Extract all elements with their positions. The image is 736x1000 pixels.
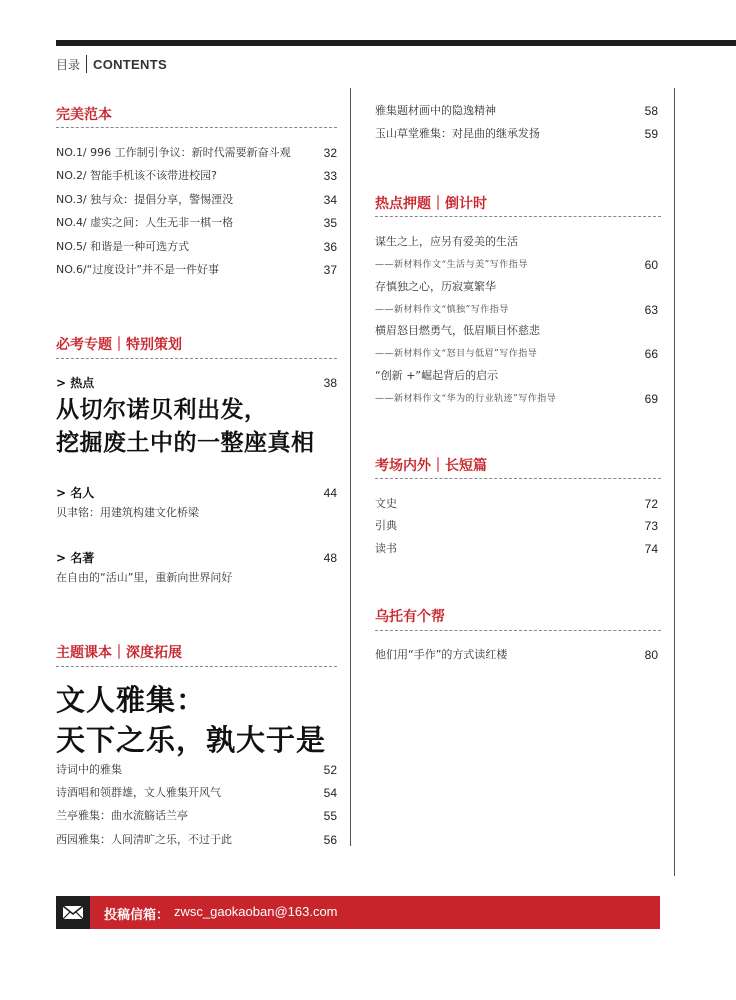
- toc-item[interactable]: 贝聿铭：用建筑构建文化桥梁: [56, 506, 199, 519]
- section-divider: [56, 127, 337, 128]
- toc-item-guide[interactable]: ——新材料作文“慎独”写作指导 63: [375, 303, 658, 317]
- section-title-redian: 热点押题｜倒计时: [375, 196, 487, 212]
- toc-item[interactable]: 兰亭雅集：曲水流觞话兰亭 55: [56, 809, 337, 823]
- toc-item[interactable]: 存慎独之心，历寂寞繁华: [375, 280, 496, 293]
- toc-item[interactable]: 诗词中的雅集 52: [56, 763, 337, 777]
- toc-item[interactable]: NO.2/ 智能手机该不该带进校园? 33: [56, 169, 337, 183]
- section-title-wanmei: 完美范本: [56, 107, 112, 123]
- header-en: CONTENTS: [93, 56, 167, 72]
- toc-item[interactable]: 他们用“手作”的方式读红楼 80: [375, 648, 658, 662]
- right-rule: [674, 88, 675, 876]
- section-divider: [375, 478, 661, 479]
- theme-title-line2: 天下之乐，孰大于是: [56, 723, 327, 757]
- toc-item-famous[interactable]: > 名人 44: [56, 486, 337, 500]
- toc-item[interactable]: NO.1/ 996 工作制引争议：新时代需要新奋斗观 32: [56, 146, 337, 160]
- top-rule: [56, 40, 736, 46]
- submission-email[interactable]: zwsc_gaokaoban@163.com: [174, 904, 338, 919]
- toc-item[interactable]: 雅集题材画中的隐逸精神 58: [375, 104, 658, 118]
- section-title-wutuo: 乌托有个帮: [375, 609, 445, 625]
- page-header: [56, 55, 167, 73]
- feature-title-line2: 挖掘废土中的一整座真相: [56, 430, 315, 456]
- toc-item-guide[interactable]: ——新材料作文“怒目与低眉”写作指导 66: [375, 347, 658, 361]
- envelope-icon: [56, 896, 90, 929]
- toc-item[interactable]: 读书 74: [375, 542, 658, 556]
- section-divider: [375, 630, 661, 631]
- submission-banner: [56, 896, 660, 929]
- toc-item[interactable]: 横眉怒目燃勇气，低眉顺目怀慈悲: [375, 324, 540, 337]
- toc-item[interactable]: 在自由的“活山”里，重新向世界问好: [56, 571, 233, 584]
- toc-item-hot[interactable]: > 热点 38: [56, 376, 337, 390]
- toc-item[interactable]: “创新 +”崛起背后的启示: [375, 369, 499, 382]
- theme-title-line1: 文人雅集：: [56, 683, 207, 717]
- toc-item[interactable]: 玉山草堂雅集：对昆曲的继承发扬 59: [375, 127, 658, 141]
- section-title-zhuti: 主题课本｜深度拓展: [56, 645, 182, 661]
- section-divider: [56, 358, 337, 359]
- toc-item-classic[interactable]: > 名著 48: [56, 551, 337, 565]
- section-title-bikao: 必考专题｜特别策划: [56, 337, 182, 353]
- toc-item[interactable]: 文史 72: [375, 497, 658, 511]
- section-divider: [56, 666, 337, 667]
- toc-item[interactable]: NO.5/ 和谐是一种可选方式 36: [56, 240, 337, 254]
- column-divider: [350, 88, 351, 846]
- toc-item[interactable]: 诗酒唱和领群雄，文人雅集开风气 54: [56, 786, 337, 800]
- submission-label: 投稿信箱：: [104, 908, 170, 923]
- toc-item[interactable]: NO.6/“过度设计”并不是一件好事 37: [56, 263, 337, 277]
- toc-item[interactable]: 谋生之上，应另有爱美的生活: [375, 235, 518, 248]
- toc-item[interactable]: 引典 73: [375, 519, 658, 533]
- header-divider: [86, 55, 87, 73]
- toc-item[interactable]: NO.4/ 虚实之间：人生无非一棋一格 35: [56, 216, 337, 230]
- feature-title-line1: 从切尔诺贝利出发，: [56, 397, 268, 423]
- toc-item[interactable]: 西园雅集：人间清旷之乐，不过于此 56: [56, 833, 337, 847]
- toc-item-guide[interactable]: ——新材料作文“生活与美”写作指导 60: [375, 258, 658, 272]
- header-cn: 目录: [56, 57, 81, 72]
- toc-item-guide[interactable]: ——新材料作文“华为的行业轨迹”写作指导 69: [375, 392, 658, 406]
- section-divider: [375, 216, 661, 217]
- section-title-kaochang: 考场内外｜长短篇: [375, 458, 487, 474]
- toc-item[interactable]: NO.3/ 独与众：提倡分享，警惕湮没 34: [56, 193, 337, 207]
